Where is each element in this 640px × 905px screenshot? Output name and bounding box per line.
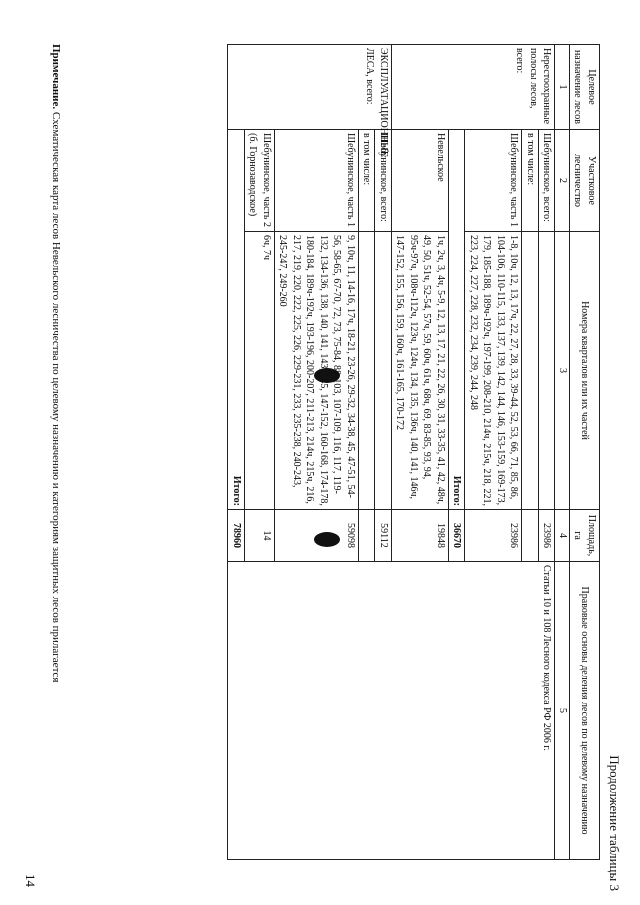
- column-number: 5: [555, 562, 570, 860]
- area-cell: 23986: [465, 510, 522, 562]
- column-number: 2: [555, 130, 570, 232]
- column-number: 1: [555, 45, 570, 130]
- note-text: Схематическая карта лесов Невельского лесничества по целевому назначению и категориям защитных лесов прилагается: [50, 111, 62, 683]
- page-number: 14: [23, 874, 38, 887]
- blocks-cell: 6ч, 7ч: [245, 232, 275, 510]
- forest-purpose-table: [228, 44, 601, 860]
- table-continuation-label: Продолжение таблицы 3: [607, 755, 622, 891]
- footnote: [50, 44, 62, 682]
- area-cell: [522, 510, 539, 562]
- forestry-cell: Шебунинское, часть 2 (б. Горнозаводское): [245, 130, 275, 232]
- total-area: 36670: [449, 510, 466, 562]
- forestry-cell: Шебунинское, часть 1: [275, 130, 359, 232]
- blocks-cell: 1ч, 2ч, 3, 4ч, 5-9, 12, 13, 17, 21, 22, 26, 30, 31, 33-35, 41, 42, 48ч, 49, 50, 51ч, 52-54, 57ч, 59, 60ч, 61ч, 68ч, 69, 83-85, 93, 94, 95ч-97ч, 108ч-112ч, 123ч, 124ч, 134, 135, 136ч, 140, 141, 146ч, 147-152, 155, 156, 159, 160ч, 161-165, 170-172: [392, 232, 449, 510]
- column-number: 4: [555, 510, 570, 562]
- total-label: Итого:: [228, 130, 245, 510]
- area-cell: 59098: [275, 510, 359, 562]
- column-number-row: [555, 45, 570, 860]
- forestry-cell: Шебунинское, всего:: [375, 130, 392, 232]
- blocks-cell: [539, 232, 556, 510]
- area-cell: 19848: [392, 510, 449, 562]
- blocks-cell: [522, 232, 539, 510]
- blocks-cell: [359, 232, 376, 510]
- table-header-row: [570, 45, 600, 860]
- forestry-cell: в том числе:: [359, 130, 376, 232]
- forestry-cell: Невельское: [392, 130, 449, 232]
- column-header: Площадь, га: [570, 510, 600, 562]
- area-cell: 14: [245, 510, 275, 562]
- total-label: Итого:: [449, 130, 466, 510]
- purpose-cell: ЭКСПЛУАТАЦИОННЫЕ ЛЕСА, всего:: [228, 45, 392, 130]
- column-header: Целевое назначение лесов: [570, 45, 600, 130]
- column-header: Правовые основы деления лесов по целевому назначению: [570, 562, 600, 860]
- forestry-cell: Шебунинское, часть 1: [465, 130, 522, 232]
- purpose-cell: Нерестоохранные полосы лесов, всего:: [392, 45, 556, 130]
- forestry-cell: в том числе:: [522, 130, 539, 232]
- forestry-cell: Шебунинское, всего:: [539, 130, 556, 232]
- column-header: Номера кварталов или их частей: [570, 232, 600, 510]
- total-area: 78960: [228, 510, 245, 562]
- area-cell: [359, 510, 376, 562]
- blocks-cell: 1-8, 10ч, 12, 13, 17ч, 22, 27, 28, 33, 39-44, 52, 53, 66, 71, 85, 86, 104-106, 110-115, 133, 137, 139, 142, 144, 146, 153-159, 169-173, 179, 185-188, 189ч-192ч, 197-199, 208-210, 214ч, 215ч, 218, 221, 223, 224, 227, 228, 232, 234, 239, 244, 248: [465, 232, 522, 510]
- table-row: [539, 45, 556, 860]
- blocks-cell: 9, 10ч, 11, 14-16, 17ч, 18-21, 23-26, 29-32, 34-38, 45, 47-51, 54-56, 58-65, 67-70, 72, 73, 75-84, 88-103, 107-109, 116, 117, 119-132, 134-136, 138, 140, 141, 143, 145, 147-152, 160-168, 174-178, 180-184, 189ч-192ч, 193-196, 200-207, 211-213, 214ч, 215ч, 216, 217, 219, 220, 222, 225, 226, 229-231, 233, 235-238, 240-243, 245-247, 249-260: [275, 232, 359, 510]
- column-header: Участковое лесничество: [570, 130, 600, 232]
- blocks-cell: [375, 232, 392, 510]
- note-label: Примечание.: [50, 44, 62, 110]
- column-number: 3: [555, 232, 570, 510]
- legal-basis-cell: Статьи 10 и 108 Лесного кодекса РФ 2006 г.: [228, 562, 555, 860]
- area-cell: 59112: [375, 510, 392, 562]
- area-cell: 23986: [539, 510, 556, 562]
